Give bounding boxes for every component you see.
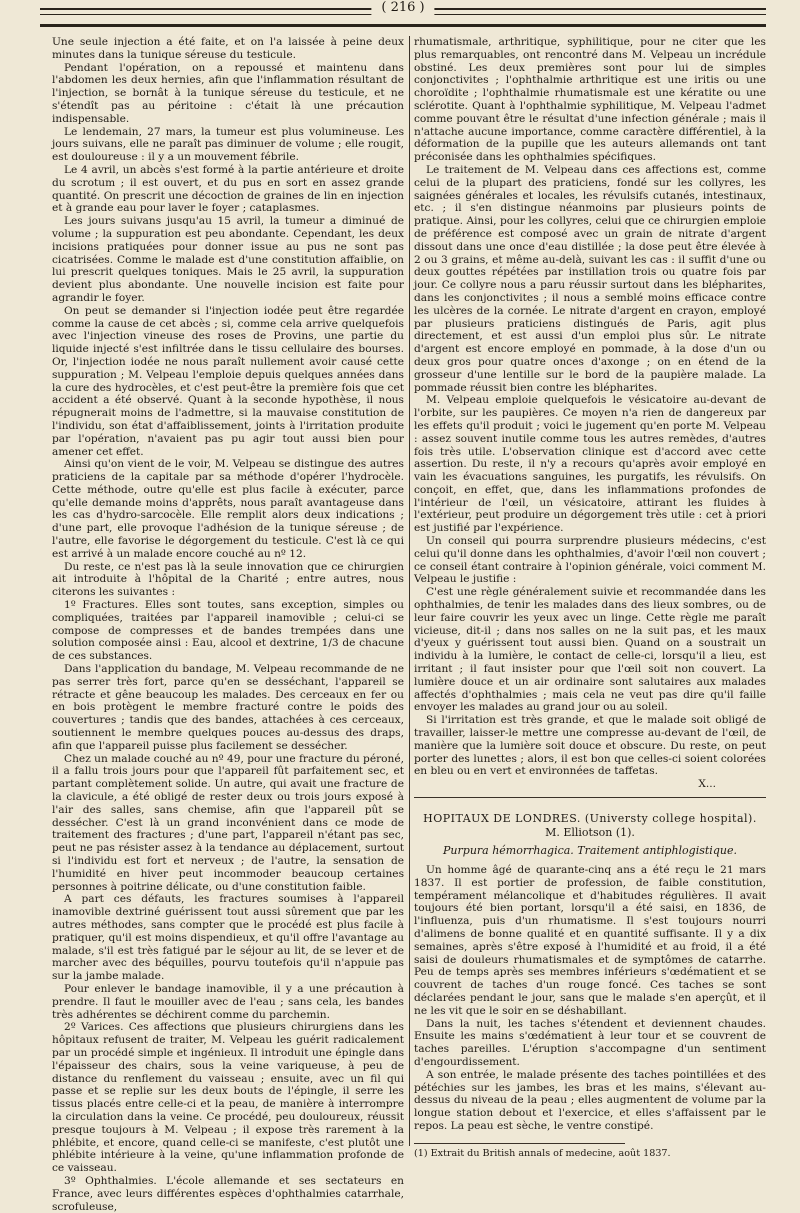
paragraph: M. Velpeau emploie quelquefois le vésicatoire au-devant de l'orbite, sur les paupières. Ce moyen n'a rien de dangereux par les effets qu'il produit ; voici le jugement qu'en porte M. Velpeau : assez souvent inutile comme tous les autres remèdes, d'autres fois très utile. L'observation clinique est d'accord avec cette assertion. Du reste, il n'y a recours qu'après avoir employé en vain les évacuations sanguines, les purgatifs, les révulsifs. On conçoit, en effet, que, dans les inflammations profondes de l'intérieur de l'œil, un vésicatoire, attirant les fluides à l'extérieur, peut produire un dégorgement très utile : cet à priori est justifié par l'expérience. xyxy=(414,394,766,535)
paragraph: Si l'irritation est très grande, et que le malade soit obligé de travailler, laisser-le mettre une compresse au-devant de l'œil, de manière que la lumière soit douce et obscure. Du reste, on peut porter des lunettes ; alors, il est bon que celles-ci soient colorées en bleu ou en vert et environnées de taffetas. xyxy=(414,714,766,778)
right-column xyxy=(414,36,766,1159)
section-heading xyxy=(414,812,766,858)
paragraph: Pendant l'opération, on a repoussé et maintenu dans l'abdomen les deux hernies, afin que l'inflammation résultant de l'injection, se bornât à la tunique séreuse du testicule, et ne s'étendît pas au péritoine : c'était là une précaution indispensable. xyxy=(52,61,404,125)
paragraph: On peut se demander si l'injection iodée peut être regardée comme la cause de cet abcès ; si, comme cela arrive quelquefois avec l'injection vineuse des roses de Provins, une partie du liquide injecté s'est infiltrée dans le tissu cellulaire des bourses. Or, l'injection iodée ne nous paraît nullement avoir causé cette suppuration ; M. Velpeau l'emploie depuis quelques années dans la cure des hydrocèles, et c'est peut-être la première fois que cet accident a été observé. Quant à la seconde hypothèse, il nous répugnerait moins de l'admettre, si la mauvaise constitution de l'individu, son état d'affaiblissement, joints à l'irritation produite par l'opération, n'avaient pas pu agir tout aussi bien pour amener cet effet. xyxy=(52,304,404,458)
paragraph: Une seule injection a été faite, et on l'a laissée à peine deux minutes dans la tunique séreuse du testicule. xyxy=(52,36,404,61)
paragraph: Chez un malade couché au nº 49, pour une fracture du péroné, il a fallu trois jours pour que l'appareil fût parfaitement sec, et partant complètement solide. Un autre, qui avait une fracture de la clavicule, a été obligé de rester deux ou trois jours exposé à l'air des salles, sans chemise, afin que l'appareil pût se dessécher. C'est là un grand inconvénient dans ce mode de traitement des fractures ; d'une part, l'appareil n'étant pas sec, peut ne pas résister assez à la tendance au déplacement, surtout si l'individu est fort et nerveux ; de l'autre, la sensation de l'humidité en hiver peut incommoder beaucoup certaines personnes à poitrine délicate, ou d'une constitution faible. xyxy=(52,752,404,893)
paragraph: Du reste, ce n'est pas là la seule innovation que ce chirurgien ait introduite à l'hôpital de la Charité ; entre autres, nous citerons les suivantes : xyxy=(52,560,404,599)
page-number: ( 216 ) xyxy=(371,0,434,16)
paragraph: Le traitement de M. Velpeau dans ces affections est, comme celui de la plupart des praticiens, fondé sur les collyres, les saignées générales et locales, les révulsifs cutanés, intestinaux, etc. ; il s'en distingue néanmoins par plusieurs points de pratique. Ainsi, pour les collyres, celui que ce chirurgien emploie de préférence est composé avec un grain de nitrate d'argent dissout dans une once d'eau distillée ; la dose peut être élevée à 2 ou 3 grains, et même au-delà, suivant les cas : il suffit d'une ou deux gouttes répétées par instillation trois ou quatre fois par jour. Ce collyre nous a paru réussir surtout dans les blépharites, dans les conjonctivites ; il nous a semblé moins efficace contre les ulcères de la cornée. Le nitrate d'argent en crayon, employé par plusieurs praticiens distingués de Paris, agit plus directement, et est aussi d'un emploi plus sûr. Le nitrate d'argent est encore employé en pommade, à la dose d'un ou deux gros pour quatre onces d'axonge ; on en étend de la grosseur d'une lentille sur le bord de la paupière malade. La pommade réussit bien contre les blépharites. xyxy=(414,163,766,394)
paragraph: Ainsi qu'on vient de le voir, M. Velpeau se distingue des autres praticiens de la capitale par sa méthode d'opérer l'hydrocèle. Cette méthode, outre qu'elle est plus facile à exécuter, parce qu'elle demande moins d'apprêts, nous paraît avantageuse dans les cas d'hydro-sarcocèle. Elle remplit alors deux indications ; d'une part, elle provoque l'adhésion de la tunique séreuse ; de l'autre, elle favorise le dégorgement du testicule. C'est là ce qui est arrivé à un malade encore couché au nº 12. xyxy=(52,458,404,560)
footnote-rule xyxy=(414,1143,625,1144)
left-column xyxy=(52,36,404,1213)
section-rule xyxy=(414,797,766,798)
paragraph: Un homme âgé de quarante-cinq ans a été reçu le 21 mars 1837. Il est portier de profession, de faible constitution, tempérament mélancolique et d'habitudes régulières. Il avait toujours été bien portant, lorsqu'il a été saisi, en 1836, de l'influenza, puis d'un rhumatisme. Il s'est toujours nourri d'alimens de bonne qualité et en quantité suffisante. Il y a dix semaines, après s'être exposé à l'humidité et au froid, il a été saisi de douleurs rhumatismales et de symptômes de catarrhe. Peu de temps après ses membres inférieurs s'œdématient et se couvrent de taches d'un rouge foncé. Ces taches se sont déclarées pendant le jour, sans que le malade s'en aperçût, et il ne les vit que le soir en se déshabillant. xyxy=(414,864,766,1017)
paragraph: 1º Fractures. Elles sont toutes, sans exception, simples ou compliquées, traitées par l'appareil inamovible ; celui-ci se compose de compresses et de bandes trempées dans une solution composée ainsi : Eau, alcool et dextrine, 1/3 de chacune de ces substances. xyxy=(52,599,404,663)
paragraph: 2º Varices. Ces affections que plusieurs chirurgiens dans les hôpitaux refusent de traiter, M. Velpeau les guérit radicalement par un procédé simple et ingénieux. Il introduit une épingle dans l'épaisseur des chairs, sous la veine variqueuse, à peu de distance du renflement du vaisseau ; ensuite, avec un fil qui passe et se replie sur les deux bouts de l'épingle, il serre les tissus placés entre celle-ci et la peau, de manière à interrompre la circulation dans la veine. Ce procédé, peu douloureux, réussit presque toujours à M. Velpeau ; il expose très rarement à la phlébite, et encore, quand celle-ci se manifeste, c'est plutôt une phlébite intérieure à la veine, qu'une inflammation profonde de ce vaisseau. xyxy=(52,1021,404,1175)
paragraph: A son entrée, le malade présente des taches pointillées et des pétéchies sur les jambes, les bras et les mains, s'élevant au-dessus du niveau de la peau ; elles augmentent de volume par la longue station debout et l'exercice, et elles s'affaissent par le repos. La peau est sèche, le ventre constipé. xyxy=(414,1068,766,1132)
paragraph: A part ces défauts, les fractures soumises à l'appareil inamovible dextriné guérissent tout aussi sûrement que par les autres méthodes, sans compter que le procédé est plus facile à pratiquer, qu'il est moins dispendieux, et qu'il offre l'avantage au malade, s'il est très fatigué par le séjour au lit, de se lever et de marcher avec des béquilles, pourvu toutefois qu'il n'appuie pas sur la jambe malade. xyxy=(52,893,404,983)
paragraph: Les jours suivans jusqu'au 15 avril, la tumeur a diminué de volume ; la suppuration est peu abondante. Cependant, les deux incisions pratiquées pour donner issue au pus ne sont pas cicatrisées. Comme le malade est d'une constitution affaiblie, on lui prescrit quelques toniques. Mais le 25 avril, la suppuration devient plus abondante. Une nouvelle incision est faite pour agrandir le foyer. xyxy=(52,215,404,304)
section-subtitle: Purpura hémorrhagica. Traitement antiphlogistique. xyxy=(443,844,737,858)
page-header xyxy=(40,0,766,30)
column-divider xyxy=(409,36,410,1146)
paragraph: Dans la nuit, les taches s'étendent et deviennent chaudes. Ensuite les mains s'œdématient à leur tour et se couvrent de taches pareilles. L'éruption s'accompagne d'un sentiment d'engourdissement. xyxy=(414,1017,766,1068)
paragraph: Le lendemain, 27 mars, la tumeur est plus volumineuse. Les jours suivans, elle ne paraît pas diminuer de volume ; elle rougit, est douloureuse : il y a un mouvement fébrile. xyxy=(52,125,404,164)
section-title: HOPITAUX DE LONDRES. (Universty college hospital). xyxy=(423,812,757,826)
paragraph: Un conseil qui pourra surprendre plusieurs médecins, c'est celui qu'il donne dans les ophthalmies, d'avoir l'œil non couvert ; ce conseil étant contraire à l'opinion générale, voici comment M. Velpeau le justifie : xyxy=(414,535,766,586)
header-rule xyxy=(40,24,766,27)
section-author: M. Elliotson (1). xyxy=(545,826,635,840)
signature: X... xyxy=(698,778,716,791)
paragraph: Pour enlever le bandage inamovible, il y a une précaution à prendre. Il faut le mouiller avec de l'eau ; sans cela, les bandes très adhérentes se déchirent comme du parchemin. xyxy=(52,982,404,1021)
paragraph: rhumatismale, arthritique, syphilitique, pour ne citer que les plus remarquables, ont rencontré dans M. Velpeau un incrédule obstiné. Les deux premières sont pour lui de simples conjonctivites ; l'ophthalmie arthritique est une iritis ou une choroïdite ; l'ophthalmie rhumatismale est une kératite ou une sclérotite. Quant à l'ophthalmie syphilitique, M. Velpeau l'admet comme pouvant être le résultat d'une infection générale ; mais il n'attache aucune importance, comme caractère différentiel, à la déformation de la pupille que les auteurs allemands ont tant préconisée dans les ophthalmies spécifiques. xyxy=(414,36,766,164)
footnote: (1) Extrait du British annals of medecine, août 1837. xyxy=(414,1147,671,1159)
paragraph: C'est une règle généralement suivie et recommandée dans les ophthalmies, de tenir les malades dans des lieux sombres, ou de leur faire couvrir les yeux avec un linge. Cette règle me paraît vicieuse, dit-il ; dans nos salles on ne la suit pas, et les maux d'yeux y guérissent tout aussi bien. Quand on a soustrait un individu à la lumière, le contact de celle-ci, lorsqu'il a lieu, est irritant ; il faut insister pour que l'œil soit non couvert. La lumière douce et un air ordinaire sont salutaires aux malades affectés d'ophthalmies ; mais cela ne veut pas dire qu'il faille envoyer les malades au grand jour ou au soleil. xyxy=(414,586,766,714)
text-columns xyxy=(52,36,766,1213)
paragraph: 3º Ophthalmies. L'école allemande et ses sectateurs en France, avec leurs différentes espèces d'ophthalmies catarrhale, scrofuleuse, xyxy=(52,1174,404,1213)
paragraph: Le 4 avril, un abcès s'est formé à la partie antérieure et droite du scrotum ; il est ouvert, et du pus en sort en assez grande quantité. On prescrit une décoction de graines de lin en injection et à grande eau pour laver le foyer ; cataplasmes. xyxy=(52,163,404,215)
paragraph: Dans l'application du bandage, M. Velpeau recommande de ne pas serrer très fort, parce qu'en se desséchant, l'appareil se rétracte et gêne beaucoup les malades. Des cerceaux en fer ou en bois protègent le membre fracturé contre le poids des couvertures ; tandis que des bandes, attachées à ces cerceaux, soutiennent le membre quelques pouces au-dessus des draps, afin que l'appareil puisse plus facilement se dessécher. xyxy=(52,663,404,752)
